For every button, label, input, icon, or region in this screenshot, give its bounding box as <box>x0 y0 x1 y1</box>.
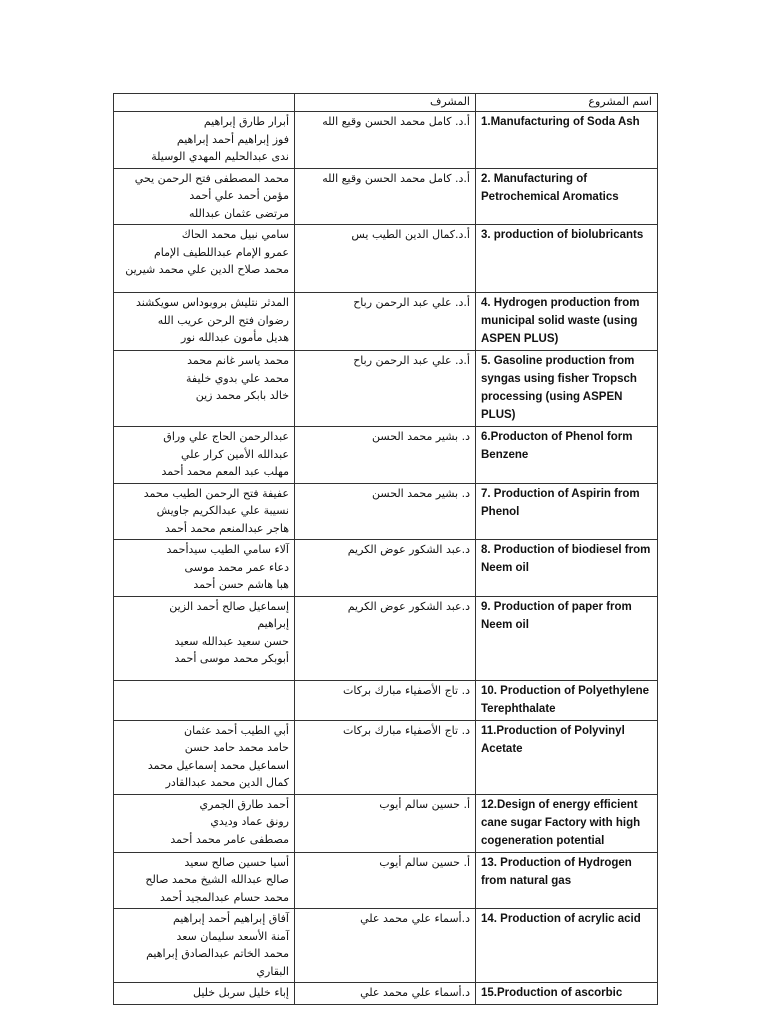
supervisor-cell: د. تاج الأصفياء مبارك بركات <box>295 720 476 794</box>
header-students <box>114 94 295 112</box>
supervisor-cell: أ. حسين سالم أيوب <box>295 794 476 852</box>
table-row <box>114 680 658 720</box>
supervisor-cell: د.أسماء علي محمد علي <box>295 983 476 1005</box>
students-cell <box>114 168 295 225</box>
supervisor-cell: أ.د. كامل محمد الحسن وقيع الله <box>295 112 476 169</box>
supervisor-cell: أ.د. علي عبد الرحمن رباح <box>295 351 476 427</box>
project-cell: 10. Production of Polyethylene Terephthalate <box>476 680 658 720</box>
student-name: كمال الدين محمد عبدالقادر <box>165 776 289 789</box>
project-cell: 4. Hydrogen production from municipal solid waste (using ASPEN PLUS) <box>476 293 658 351</box>
project-cell: 12.Design of energy efficient cane sugar Factory with high cogeneration potential <box>476 794 658 852</box>
student-name: فوز إبراهيم أحمد إبراهيم <box>176 132 289 146</box>
project-cell: 9. Production of paper from Neem oil <box>476 596 658 680</box>
student-name: محمد ياسر غانم محمد <box>187 354 289 367</box>
student-name: آفاق إبراهيم أحمد إبراهيم <box>172 912 289 925</box>
table-row <box>114 720 658 794</box>
student-name: رضوان فتح الرحن عريب الله <box>157 313 289 327</box>
table-row <box>114 351 658 427</box>
students-cell <box>114 596 295 680</box>
student-name: محمد حسام عبدالمجيد أحمد <box>160 890 289 904</box>
student-name: أسيا حسين صالح سعيد <box>184 855 289 869</box>
table-row <box>114 112 658 169</box>
project-cell: 13. Production of Hydrogen from natural gas <box>476 852 658 909</box>
student-name: محمد علي بدوي خليفة <box>186 371 289 385</box>
student-name: محمد الخاتم عبدالصادق إبراهيم <box>146 947 289 960</box>
project-cell: 14. Production of acrylic acid <box>476 909 658 983</box>
student-name: عمرو الإمام عبداللطيف الإمام <box>154 245 289 259</box>
students-cell <box>114 483 295 540</box>
supervisor-cell: أ. حسين سالم أيوب <box>295 852 476 909</box>
student-name: هبا هاشم حسن أحمد <box>193 578 289 591</box>
student-name: حسن سعيد عبدالله سعيد <box>174 634 289 648</box>
students-cell <box>114 794 295 852</box>
header-supervisor: المشرف <box>295 94 476 112</box>
student-name: حامد محمد حامد حسن <box>184 741 289 754</box>
project-cell: 11.Production of Polyvinyl Acetate <box>476 720 658 794</box>
table-row <box>114 168 658 225</box>
students-cell <box>114 680 295 720</box>
student-name: ندى عبدالحليم المهدي الوسيلة <box>151 150 289 163</box>
table-row <box>114 596 658 680</box>
supervisor-cell: د. تاج الأصفياء مبارك بركات <box>295 680 476 720</box>
student-name: إسماعيل صالح أحمد الزين <box>169 599 289 613</box>
projects-table <box>113 93 658 1005</box>
supervisor-cell: أ.د.كمال الدين الطيب يس <box>295 225 476 293</box>
supervisor-cell: د.عبد الشكور عوض الكريم <box>295 540 476 597</box>
student-name: اسماعيل محمد إسماعيل محمد <box>147 758 289 772</box>
student-name: عفيفة فتح الرحمن الطيب محمد <box>143 486 289 500</box>
student-name: أبوبكر محمد موسى أحمد <box>174 652 289 665</box>
student-name: أحمد طارق الجمري <box>199 797 289 811</box>
students-cell <box>114 720 295 794</box>
student-name: إبراهيم <box>257 617 289 630</box>
supervisor-cell: أ.د. كامل محمد الحسن وقيع الله <box>295 168 476 225</box>
student-name: محمد المصطفى فتح الرحمن يحي <box>134 171 289 185</box>
student-name: مؤمن أحمد علي أحمد <box>189 189 289 202</box>
student-name: المدثر نتليش بروبوداس سويكشند <box>135 296 289 309</box>
student-name: هديل مأمون عبدالله نور <box>180 331 289 344</box>
student-name: دعاء عمر محمد موسى <box>184 560 289 574</box>
student-name: أبرار طارق إبراهيم <box>203 115 289 128</box>
table-row <box>114 293 658 351</box>
students-cell <box>114 225 295 293</box>
project-cell: 1.Manufacturing of Soda Ash <box>476 112 658 169</box>
students-cell <box>114 293 295 351</box>
student-name: مصطفى عامر محمد أحمد <box>170 832 289 846</box>
students-cell <box>114 112 295 169</box>
student-name: أبي الطيب أحمد عثمان <box>184 723 289 737</box>
student-name: محمد صلاح الدين علي محمد شيرين <box>125 263 289 276</box>
student-name: مرتضى عثمان عبدالله <box>189 206 289 220</box>
student-name: نسيبة علي عبدالكريم جاويش <box>156 504 289 517</box>
project-cell: 3. production of biolubricants <box>476 225 658 293</box>
student-name: خالد بابكر محمد زين <box>195 389 289 402</box>
students-cell <box>114 351 295 427</box>
student-name: هاجر عبدالمنعم محمد أحمد <box>165 521 289 535</box>
students-cell <box>114 540 295 597</box>
supervisor-cell: د.أسماء علي محمد علي <box>295 909 476 983</box>
table-row <box>114 983 658 1005</box>
project-cell: 2. Manufacturing of Petrochemical Aromatics <box>476 168 658 225</box>
header-project: اسم المشروع <box>476 94 658 112</box>
student-name: آمنة الأسعد سليمان سعد <box>176 929 289 943</box>
supervisor-cell: أ.د. علي عبد الرحمن رباح <box>295 293 476 351</box>
project-cell: 7. Production of Aspirin from Phenol <box>476 483 658 540</box>
student-name: سامي نبيل محمد الحاك <box>181 228 289 241</box>
table-row <box>114 794 658 852</box>
projects-table-body <box>114 94 658 1005</box>
students-cell <box>114 983 295 1005</box>
table-row <box>114 852 658 909</box>
project-cell: 6.Producton of Phenol form Benzene <box>476 427 658 484</box>
header-row <box>114 94 658 112</box>
supervisor-cell: د. بشير محمد الحسن <box>295 427 476 484</box>
student-name: مهلب عبد المعم محمد أحمد <box>161 465 289 478</box>
project-cell: 15.Production of ascorbic <box>476 983 658 1005</box>
project-cell: 8. Production of biodiesel from Neem oil <box>476 540 658 597</box>
table-row <box>114 909 658 983</box>
student-name: رونق عماد وديدي <box>210 815 289 828</box>
students-cell <box>114 909 295 983</box>
project-cell: 5. Gasoline production from syngas using fisher Tropsch processing (using ASPEN PLUS) <box>476 351 658 427</box>
supervisor-cell: د. بشير محمد الحسن <box>295 483 476 540</box>
student-name: آلاء سامي الطيب سيدأحمد <box>166 543 289 556</box>
students-cell <box>114 427 295 484</box>
supervisor-cell: د.عبد الشكور عوض الكريم <box>295 596 476 680</box>
table-row <box>114 427 658 484</box>
students-cell <box>114 852 295 909</box>
student-name: إباء خليل سربل خليل <box>193 986 289 999</box>
table-row <box>114 540 658 597</box>
student-name: عبدالله الأمين كرار علي <box>180 447 289 461</box>
student-name: صالح عبدالله الشيخ محمد صالح <box>145 873 289 886</box>
table-row <box>114 483 658 540</box>
table-row <box>114 225 658 293</box>
student-name: عبدالرحمن الحاج علي وراق <box>163 430 289 443</box>
student-name: البقاري <box>256 964 289 978</box>
